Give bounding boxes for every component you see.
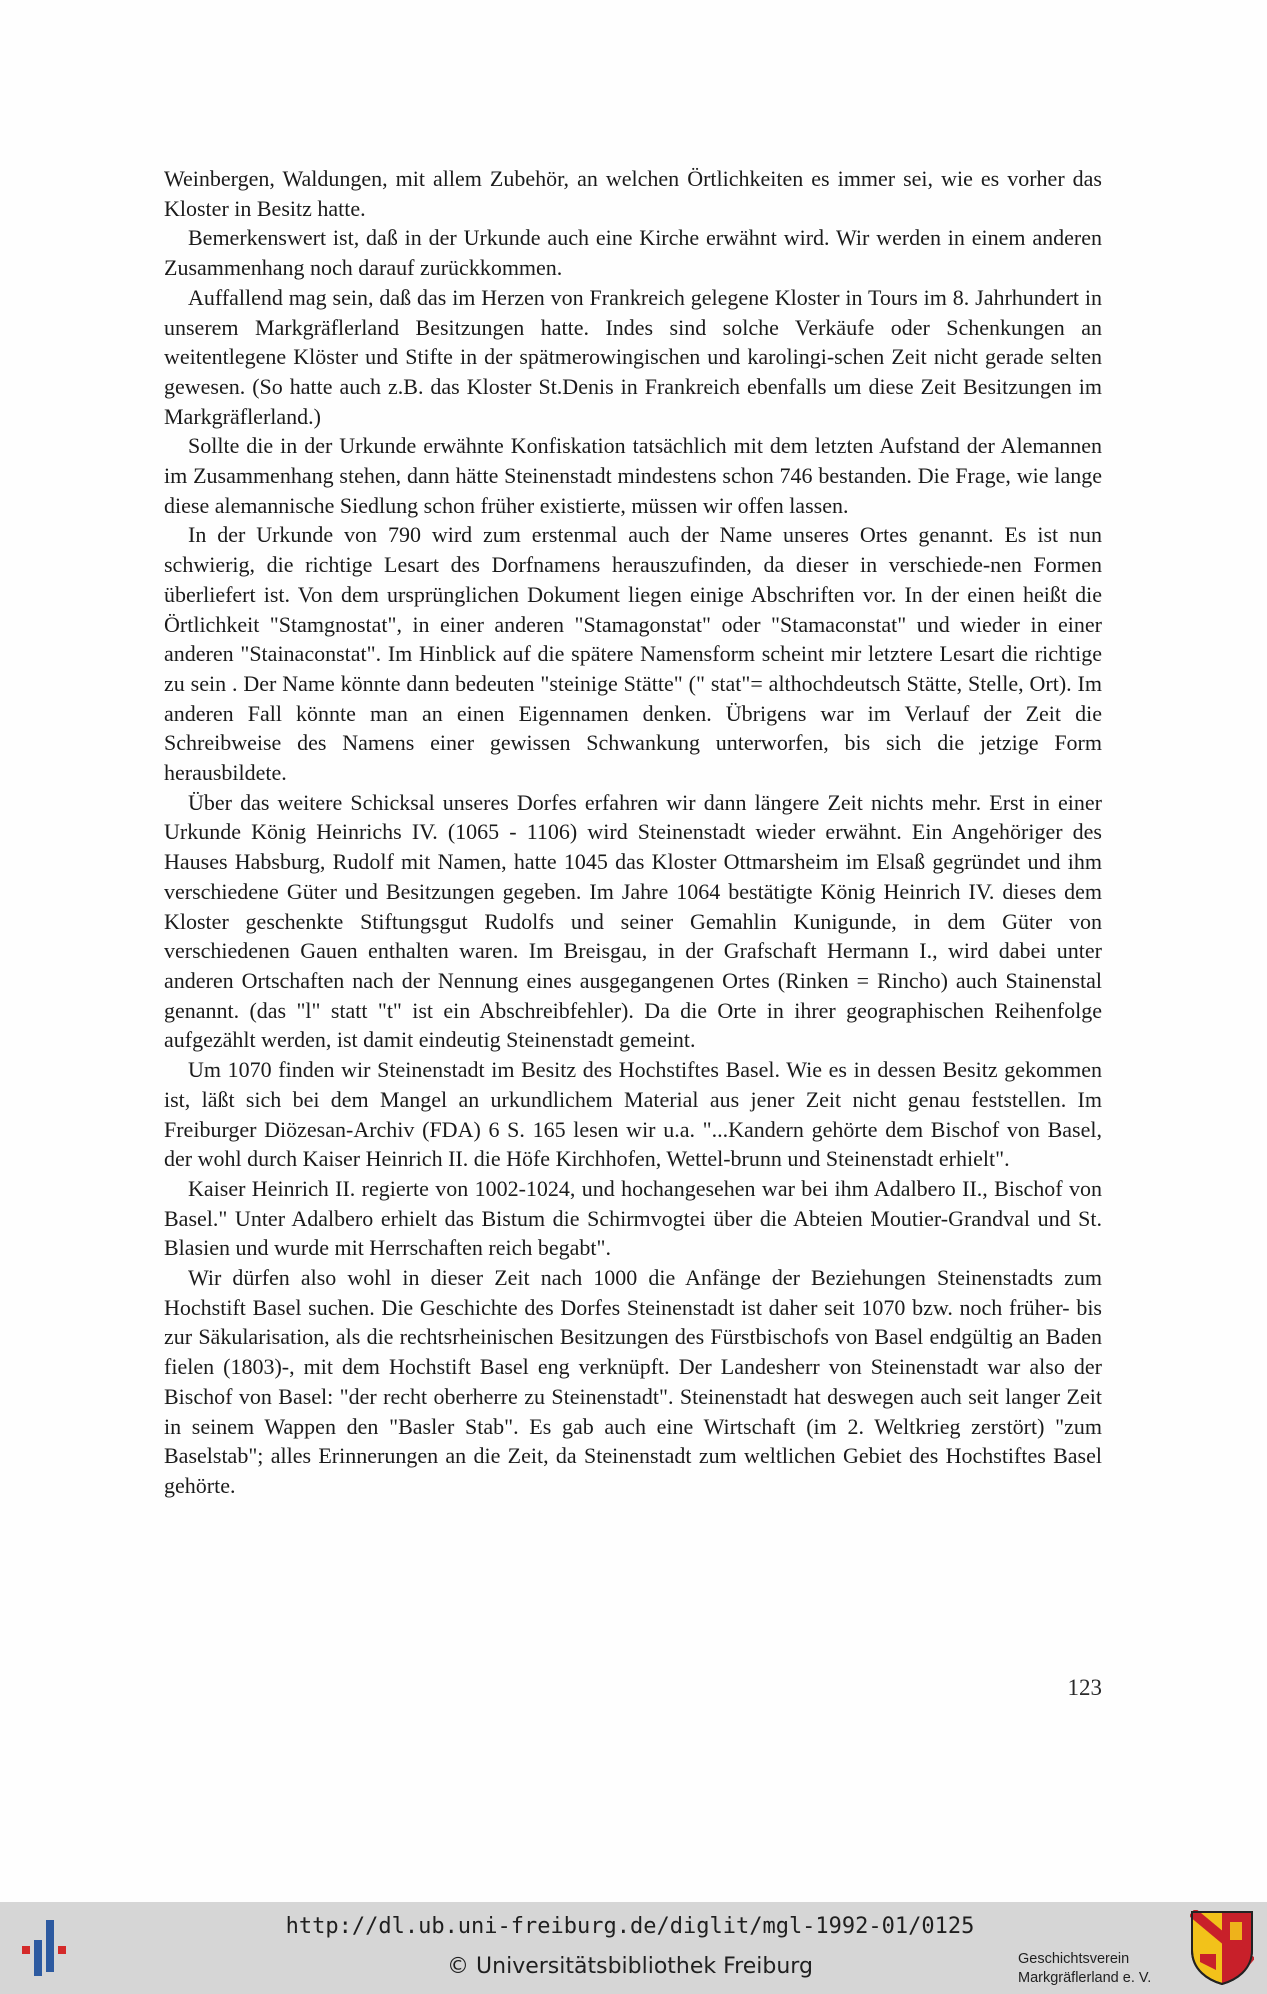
paragraph: Um 1070 finden wir Steinenstadt im Besitz des Hochstiftes Basel. Wie es in dessen Besitz gekommen ist, läßt sich bei dem Mangel an urkundlichem Material aus jener Zeit nicht genau feststellen. Im Freiburger Diözesan-Archiv (FDA) 6 S. 165 lesen wir u.a. "...Kandern gehörte dem Bischof von Basel, der wohl durch Kaiser Heinrich II. die Höfe Kirchhofen, Wettel-brunn und Steinenstadt erhielt". [164,1057,1102,1172]
society-name-line1: Geschichtsverein [1018,1951,1130,1967]
society-name [1018,1950,1188,1988]
paragraph: Kaiser Heinrich II. regierte von 1002-1024, und hochangesehen war bei ihm Adalbero II., Bischof von Basel." Unter Adalbero erhielt das Bistum die Schirmvogtei über die Abteien Moutier-Grandval und St. Blasien und wurde mit Herrschaften reich begabt". [164,1175,1102,1261]
paragraph: Wir dürfen also wohl in dieser Zeit nach 1000 die Anfänge der Beziehungen Steinenstadts zum Hochstift Basel suchen. Die Geschichte des Dorfes Steinenstadt ist daher seit 1070 bzw. noch früher- bis zur Säkularisation, als die rechtsrheinischen Besitzungen des Fürstbischofs von Basel endgültig an Baden fielen (1803)-, mit dem Hochstift Basel eng verknüpft. Der Landesherr von Steinenstadt war also der Bischof von Basel: "der recht oberherre zu Steinenstadt". Steinenstadt hat deswegen auch seit langer Zeit in seinem Wappen den "Basler Stab". Es gab auch eine Wirtschaft (im 2. Weltkrieg zerstört) "zum Baselstab"; alles Erinnerungen an die Zeit, da Steinenstadt zum weltlichen Gebiet des Hochstiftes Basel gehörte. [164,1265,1102,1498]
paragraph: Weinbergen, Waldungen, mit allem Zubehör, an welchen Örtlichkeiten es immer sei, wie es vorher das Kloster in Besitz hatte. [164,166,1102,221]
paragraph: Über das weitere Schicksal unseres Dorfes erfahren wir dann längere Zeit nichts mehr. Erst in einer Urkunde König Heinrichs IV. (1065 - 1106) wird Steinenstadt wieder erwähnt. Ein Angehöriger des Hauses Habsburg, Rudolf mit Namen, hatte 1045 das Kloster Ottmarsheim im Elsaß gegründet und ihm verschiedene Güter und Besitzungen gegeben. Im Jahre 1064 bestätigte König Heinrich IV. dieses dem Kloster geschenkte Stiftungsgut Rudolfs und seiner Gemahlin Kunigunde, in dem Güter von verschiedenen Gauen enthalten waren. Im Breisgau, in der Grafschaft Hermann I., wird dabei unter anderen Ortschaften nach der Nennung eines ausgegangenen Ortes (Rinken = Rincho) auch Stainenstal genannt. (das "l" statt "t" ist ein Abschreibfehler). Da die Orte in ihrer geographischen Reihenfolge aufgezählt werden, ist damit eindeutig Steinenstadt gemeint. [164,789,1102,1053]
university-library-logo-icon [14,1916,80,1982]
paragraph: In der Urkunde von 790 wird zum erstenmal auch der Name unseres Ortes genannt. Es ist nun schwierig, die richtige Lesart des Dorfnamens herauszufinden, da dieser in verschiede-nen Formen überliefert ist. Von dem ursprünglichen Dokument liegen einige Abschriften vor. In der einen heißt die Örtlichkeit "Stamgnostat", in einer anderen "Stamagonstat" oder "Stamaconstat" und wieder in einer anderen "Stainaconstat". Im Hinblick auf die spätere Namensform scheint mir letztere Lesart die richtige zu sein . Der Name könnte dann bedeuten "steinige Stätte" (" stat"= althochdeutsch Stätte, Stelle, Ort). Im anderen Fall könnte man an einen Eigennamen denken. Übrigens war im Verlauf der Zeit die Schreibweise des Namens einer gewissen Schwankung unterworfen, bis sich die jetzige Form herausbildete. [164,522,1102,786]
paragraph: Sollte die in der Urkunde erwähnte Konfiskation tatsächlich mit dem letzten Aufstand der Alemannen im Zusammenhang stehen, dann hätte Steinenstadt mindestens schon 746 bestanden. Die Frage, wie lange diese alemannische Siedlung schon früher existierte, müssen wir offen lassen. [164,433,1102,518]
source-url-link[interactable]: http://dl.ub.uni-freiburg.de/diglit/mgl-1992-01/0125 [285,1914,975,1939]
footer-bar [0,1902,1267,1994]
copyright-text: © Universitätsbibliothek Freiburg [447,1954,813,1979]
paragraph: Auffallend mag sein, daß das im Herzen von Frankreich gelegene Kloster in Tours im 8. Jahrhundert in unserem Markgräflerland Besitzungen hatte. Indes sind solche Verkäufe oder Schenkungen an weitentlegene Klöster und Stifte in der spätmerowingischen und karolingi-schen Zeit nicht gerade selten gewesen. (So hatte auch z.B. das Kloster St.Denis in Frankreich ebenfalls um diese Zeit Besitzungen im Markgräflerland.) [164,284,1102,429]
coat-of-arms-icon [1190,1910,1254,1986]
society-name-line2: Markgräflerland e. V. [1018,1970,1152,1986]
page-number: 123 [1067,1675,1102,1700]
paragraph: Bemerkenswert ist, daß in der Urkunde auch eine Kirche erwähnt wird. Wir werden in einem anderen Zusammenhang noch darauf zurückkommen. [164,225,1102,281]
body-text [164,164,1102,1501]
